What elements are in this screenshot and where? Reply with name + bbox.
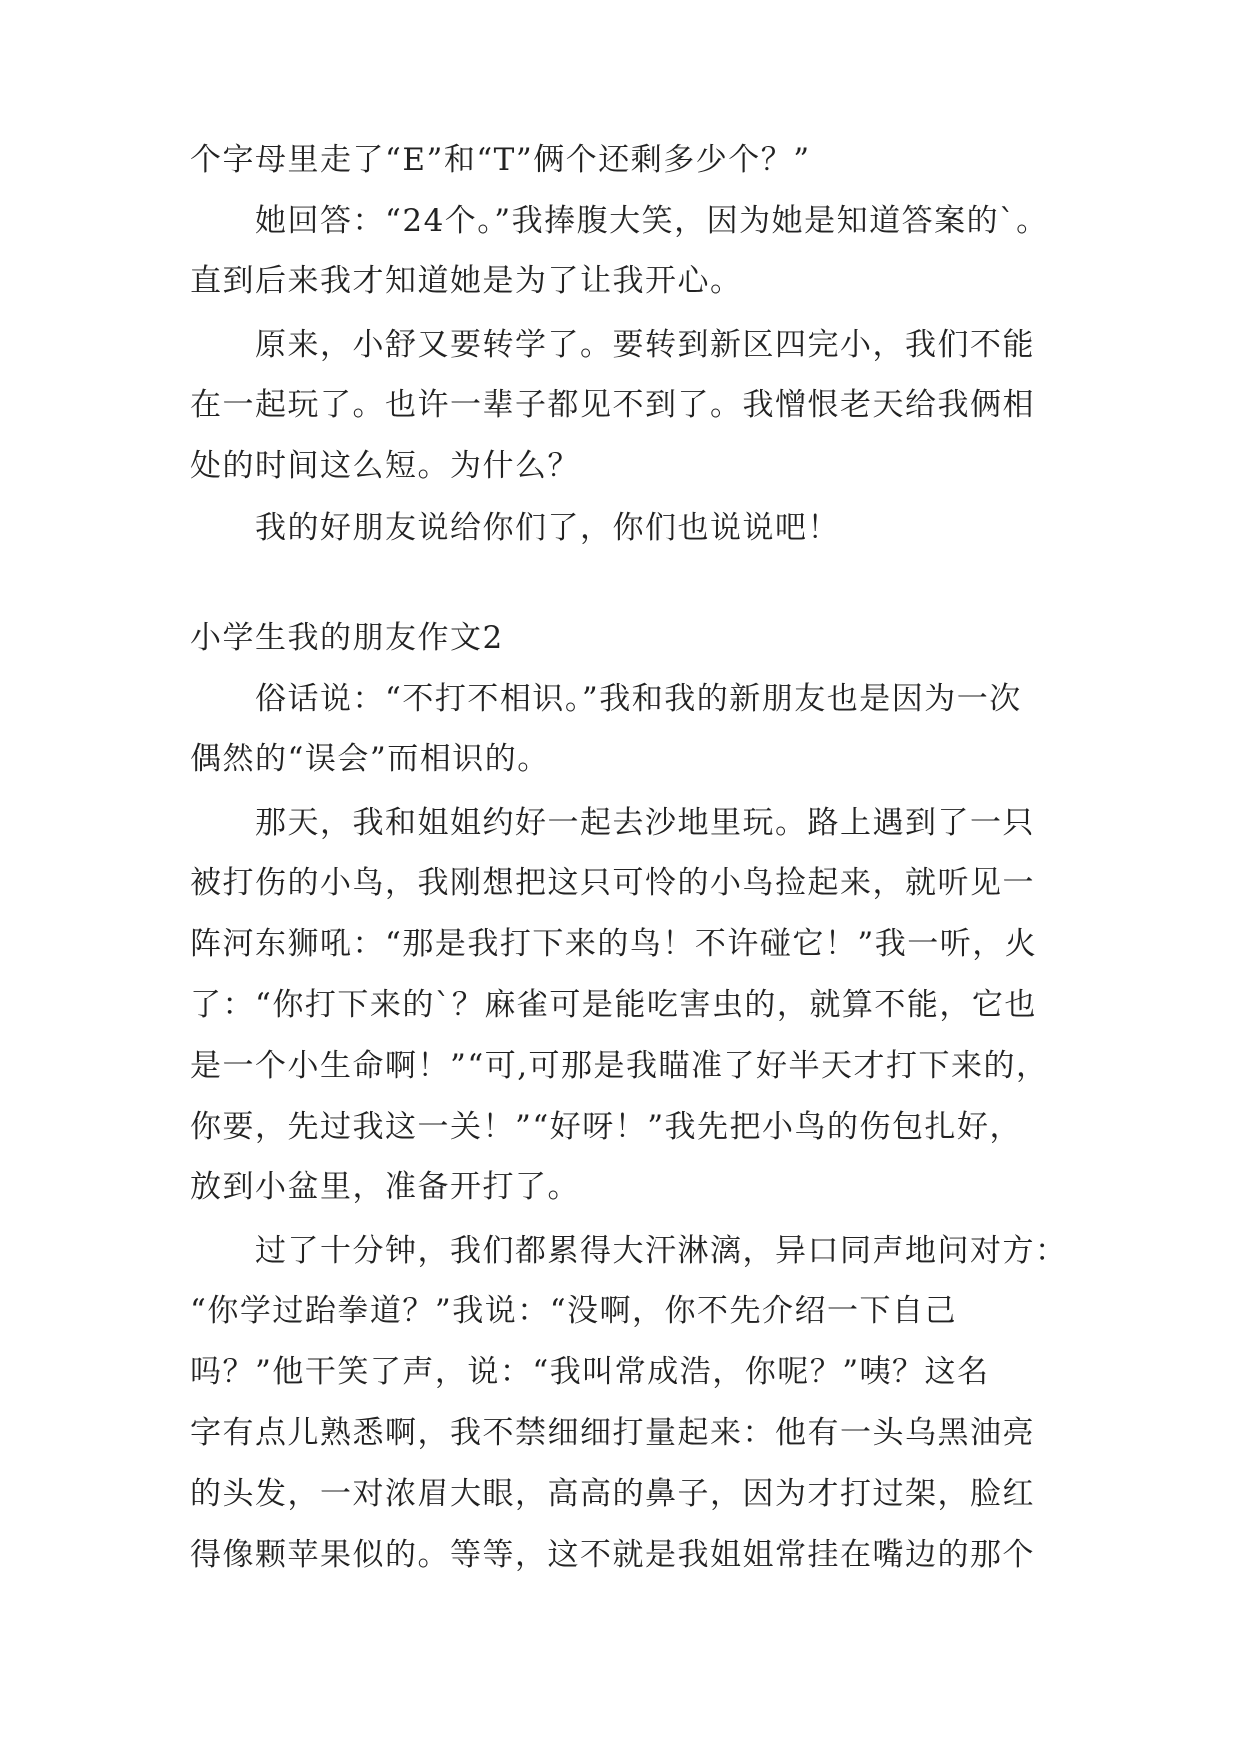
text-line: 偶然的“误会”而相识的。 [190, 741, 550, 777]
text-line: 的头发，一对浓眉大眼，高高的鼻子，因为才打过架，脸红 [190, 1476, 1035, 1512]
text-line: 个字母里走了“E”和“T”俩个还剩多少个？” [190, 142, 811, 178]
text-line: “你学过跆拳道？”我说：“没啊，你不先介绍一下自己 [190, 1293, 958, 1329]
text-line: 了：“你打下来的`？麻雀可是能吃害虫的，就算不能，它也 [190, 987, 1037, 1023]
text-line: 她回答：“24个。”我捧腹大笑，因为她是知道答案的`。 [255, 203, 1049, 239]
text-line: 直到后来我才知道她是为了让我开心。 [190, 263, 743, 299]
text-line: 字有点儿熟悉啊，我不禁细细打量起来：他有一头乌黑油亮 [190, 1415, 1035, 1451]
text-line: 被打伤的小鸟，我刚想把这只可怜的小鸟捡起来，就听见一 [190, 865, 1035, 901]
section-heading: 小学生我的朋友作文2 [190, 620, 504, 656]
text-line: 得像颗苹果似的。等等，这不就是我姐姐常挂在嘴边的那个 [190, 1537, 1035, 1573]
text-line: 我的好朋友说给你们了，你们也说说吧！ [255, 510, 840, 546]
text-line: 放到小盆里，准备开打了。 [190, 1169, 580, 1205]
text-line: 处的时间这么短。为什么？ [190, 448, 580, 484]
text-line: 俗话说：“不打不相识。”我和我的新朋友也是因为一次 [255, 681, 1022, 717]
text-line: 阵河东狮吼：“那是我打下来的鸟！不许碰它！”我一听，火 [190, 926, 1038, 962]
text-line: 你要，先过我这一关！”“好呀！”我先把小鸟的伤包扎好， [190, 1109, 1023, 1145]
text-line: 吗？”他干笑了声，说：“我叫常成浩，你呢？”咦？这名 [190, 1354, 990, 1390]
text-line: 在一起玩了。也许一辈子都见不到了。我憎恨老天给我俩相 [190, 387, 1035, 423]
text-line: 是一个小生命啊！”“可,可那是我瞄准了好半天才打下来的， [190, 1048, 1049, 1084]
text-line: 原来，小舒又要转学了。要转到新区四完小，我们不能 [255, 327, 1035, 363]
text-line: 那天，我和姐姐约好一起去沙地里玩。路上遇到了一只 [255, 805, 1035, 841]
text-line: 过了十分钟，我们都累得大汗淋漓，异口同声地问对方： [255, 1233, 1068, 1269]
